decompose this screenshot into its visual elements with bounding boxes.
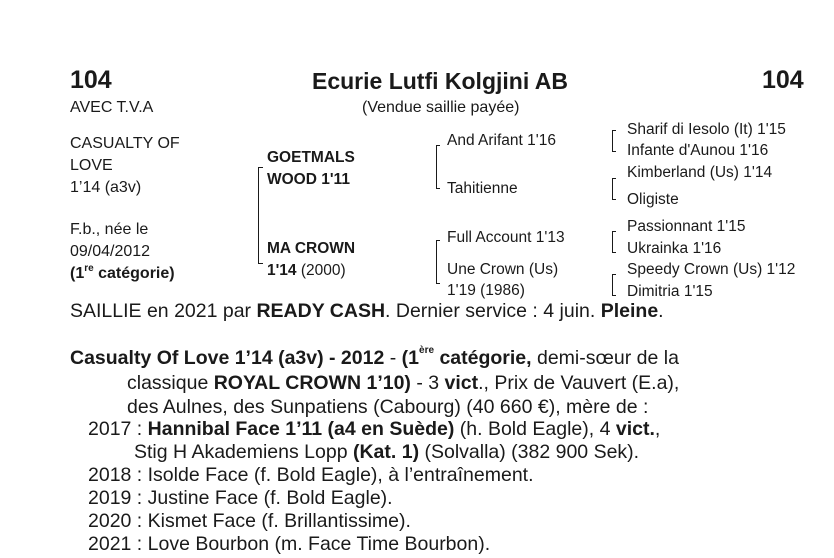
pedigree-tick	[436, 283, 440, 284]
stable-name: Ecurie Lutfi Kolgjini AB	[312, 68, 568, 94]
pedigree-tick	[612, 151, 616, 152]
pedigree-bracket-6	[612, 231, 613, 253]
granddam-2-line2: 1'19 (1986)	[447, 282, 525, 299]
pedigree-tick	[258, 263, 263, 264]
produce-line-9: 2021 : Love Bourbon (m. Face Time Bourbon).	[88, 533, 491, 555]
horse-name-line2: LOVE	[70, 157, 113, 174]
horse-category: (1re catégorie)	[70, 263, 175, 282]
granddam-2-line1: Une Crown (Us)	[447, 261, 559, 278]
pedigree-tick	[436, 188, 440, 189]
pedigree-tick	[436, 145, 440, 146]
granddam-1: Tahitienne	[447, 180, 518, 197]
great-grandparent-7: Speedy Crown (Us) 1'12	[627, 261, 796, 278]
sire-line1: GOETMALS	[267, 149, 355, 166]
grandsire-2: Full Account 1'13	[447, 229, 565, 246]
pedigree-tick	[612, 295, 616, 296]
pedigree-tick	[612, 274, 616, 275]
pedigree-bracket-1	[258, 167, 259, 264]
pedigree-tick	[612, 199, 616, 200]
pedigree-bracket-7	[612, 274, 613, 296]
dam-line2: 1'14 (2000)	[267, 262, 346, 279]
horse-sex-born: F.b., née le	[70, 221, 149, 238]
produce-line-1: Casualty Of Love 1’14 (a3v) - 2012 - (1ère catégorie, demi-sœur de la	[70, 345, 679, 369]
produce-line-4: 2017 : Hannibal Face 1’11 (a4 en Suède) (h. Bold Eagle), 4 vict.,	[88, 418, 661, 440]
pedigree-tick	[436, 240, 440, 241]
horse-birth-date: 09/04/2012	[70, 243, 151, 260]
pedigree-tick	[258, 167, 263, 168]
grandsire-1: And Arifant 1'16	[447, 132, 556, 149]
great-grandparent-1: Sharif di Iesolo (It) 1'15	[627, 121, 786, 138]
pedigree-bracket-3	[436, 240, 437, 284]
great-grandparent-3: Kimberland (Us) 1'14	[627, 164, 773, 181]
pedigree-bracket-4	[612, 130, 613, 152]
great-grandparent-6: Ukrainka 1'16	[627, 240, 722, 257]
pedigree-bracket-5	[612, 178, 613, 200]
vat-note: AVEC T.V.A	[70, 99, 154, 116]
pedigree-bracket-2	[436, 145, 437, 189]
service-line: SAILLIE en 2021 par READY CASH. Dernier service : 4 juin. Pleine.	[70, 300, 664, 322]
sire-line2: WOOD 1'11	[267, 171, 350, 188]
lot-number-right: 104	[762, 66, 804, 94]
produce-line-2: classique ROYAL CROWN 1’10) - 3 vict., Prix de Vauvert (E.a),	[127, 372, 680, 394]
great-grandparent-4: Oligiste	[627, 191, 679, 208]
produce-line-7: 2019 : Justine Face (f. Bold Eagle).	[88, 487, 393, 509]
great-grandparent-2: Infante d'Aunou 1'16	[627, 142, 769, 159]
lot-number-left: 104	[70, 66, 112, 94]
great-grandparent-5: Passionnant 1'15	[627, 218, 746, 235]
produce-line-5: Stig H Akademiens Lopp (Kat. 1) (Solvalla) (382 900 Sek).	[134, 441, 640, 463]
sale-note: (Vendue saillie payée)	[362, 99, 520, 116]
horse-name-line1: CASUALTY OF	[70, 135, 180, 152]
pedigree-tick	[612, 231, 616, 232]
produce-line-3: des Aulnes, des Sunpatiens (Cabourg) (40 660 €), mère de :	[127, 396, 649, 418]
horse-record: 1’14 (a3v)	[70, 179, 142, 196]
pedigree-tick	[612, 178, 616, 179]
produce-line-8: 2020 : Kismet Face (f. Brillantissime).	[88, 510, 411, 532]
produce-line-6: 2018 : Isolde Face (f. Bold Eagle), à l’entraînement.	[88, 464, 534, 486]
great-grandparent-8: Dimitria 1'15	[627, 283, 713, 300]
dam-line1: MA CROWN	[267, 240, 356, 257]
pedigree-tick	[612, 130, 616, 131]
pedigree-tick	[612, 252, 616, 253]
